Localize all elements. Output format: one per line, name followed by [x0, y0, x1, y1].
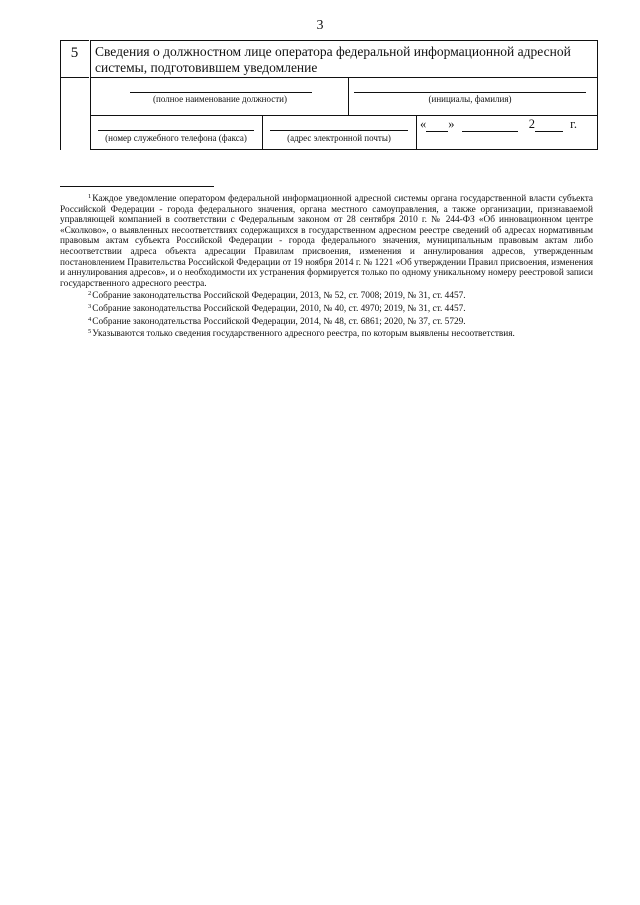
footnote-2-text: Собрание законодательства Российской Федерации, 2013, № 52, ст. 7008; 2019, № 31, ст. 4457. [92, 291, 466, 302]
date-open-quote: « [420, 117, 427, 131]
footnote-3-text: Собрание законодательства Российской Федерации, 2010, № 40, ст. 4970; 2019, № 31, ст. 4457. [92, 303, 466, 314]
month-blank[interactable] [462, 119, 518, 132]
footnote-separator [60, 186, 214, 187]
footnotes [60, 192, 593, 340]
date-close-quote: » [448, 117, 455, 131]
phone-caption: (номер служебного телефона (факса) [105, 133, 247, 143]
contact-row-divider-1 [262, 116, 263, 149]
position-field[interactable] [130, 92, 312, 93]
footnote-1 [60, 192, 593, 289]
position-caption: (полное наименование должности) [153, 94, 287, 104]
page-number: 3 [316, 18, 324, 33]
name-row-divider [348, 78, 349, 115]
footnote-3 [60, 302, 593, 315]
footnote-5-text: Указываются только сведения государственного адресного реестра, по которым выявлены несоответствия. [92, 329, 515, 340]
year-suffix: г. [570, 117, 577, 131]
footnote-4-text: Собрание законодательства Российской Федерации, 2014, № 48, ст. 6861; 2020, № 37, ст. 5729. [92, 316, 466, 327]
section-number: 5 [60, 40, 89, 78]
email-field[interactable] [270, 130, 408, 131]
initials-caption: (инициалы, фамилия) [428, 94, 512, 104]
footnote-4 [60, 315, 593, 328]
footnote-2-mark: 2 [88, 290, 92, 298]
footnote-5 [60, 327, 593, 340]
initials-field[interactable] [354, 92, 586, 93]
footnote-5-mark: 5 [88, 328, 92, 336]
footnote-1-mark: 1 [88, 193, 92, 200]
footnote-4-mark: 4 [88, 315, 92, 323]
date-field[interactable] [420, 117, 596, 132]
year-prefix: 2 [528, 117, 535, 131]
year-blank[interactable] [535, 119, 563, 132]
footnote-3-mark: 3 [88, 302, 92, 310]
phone-field[interactable] [98, 130, 254, 131]
section-title: Сведения о должностном лице оператора федеральной информационной адресной системы, подготовившем уведомление [90, 40, 598, 78]
contact-row [90, 116, 598, 150]
footnote-2 [60, 289, 593, 302]
contact-row-divider-2 [416, 116, 417, 149]
email-caption: (адрес электронной почты) [287, 133, 391, 143]
notification-author-table [60, 40, 598, 152]
day-blank[interactable] [426, 119, 448, 132]
name-row [90, 78, 598, 116]
footnote-1-text: Каждое уведомление оператором федеральной информационной адресной системы органа государственной власти субъекта Российской Федерации - города федерального значения, органа местного самоуправления, а также организации, признаваемой управляющей компанией в соответствии с Федеральным законом от 28 сентября 2010 г. № 244-ФЗ «Об инновационном центре «Сколково», о выявленных несоответствиях содержащихся в государственном адресном реестре сведений об адресах нормативным правовым актам субъекта Российской Федерации - города федерального значения, муниципальным правовым актам либо несоответствии адреса объекта адресации Правилам присвоения, изменения и аннулирования адресов, утвержденным постановлением Правительства Российской Федерации от 19 ноября 2014 г. № 1221 «Об утверждении Правил присвоения, изменения и аннулирования адресов», и о необходимости их устранения формируется только по одному уникальному номеру реестровой записи государственного адресного реестра. [60, 194, 593, 289]
